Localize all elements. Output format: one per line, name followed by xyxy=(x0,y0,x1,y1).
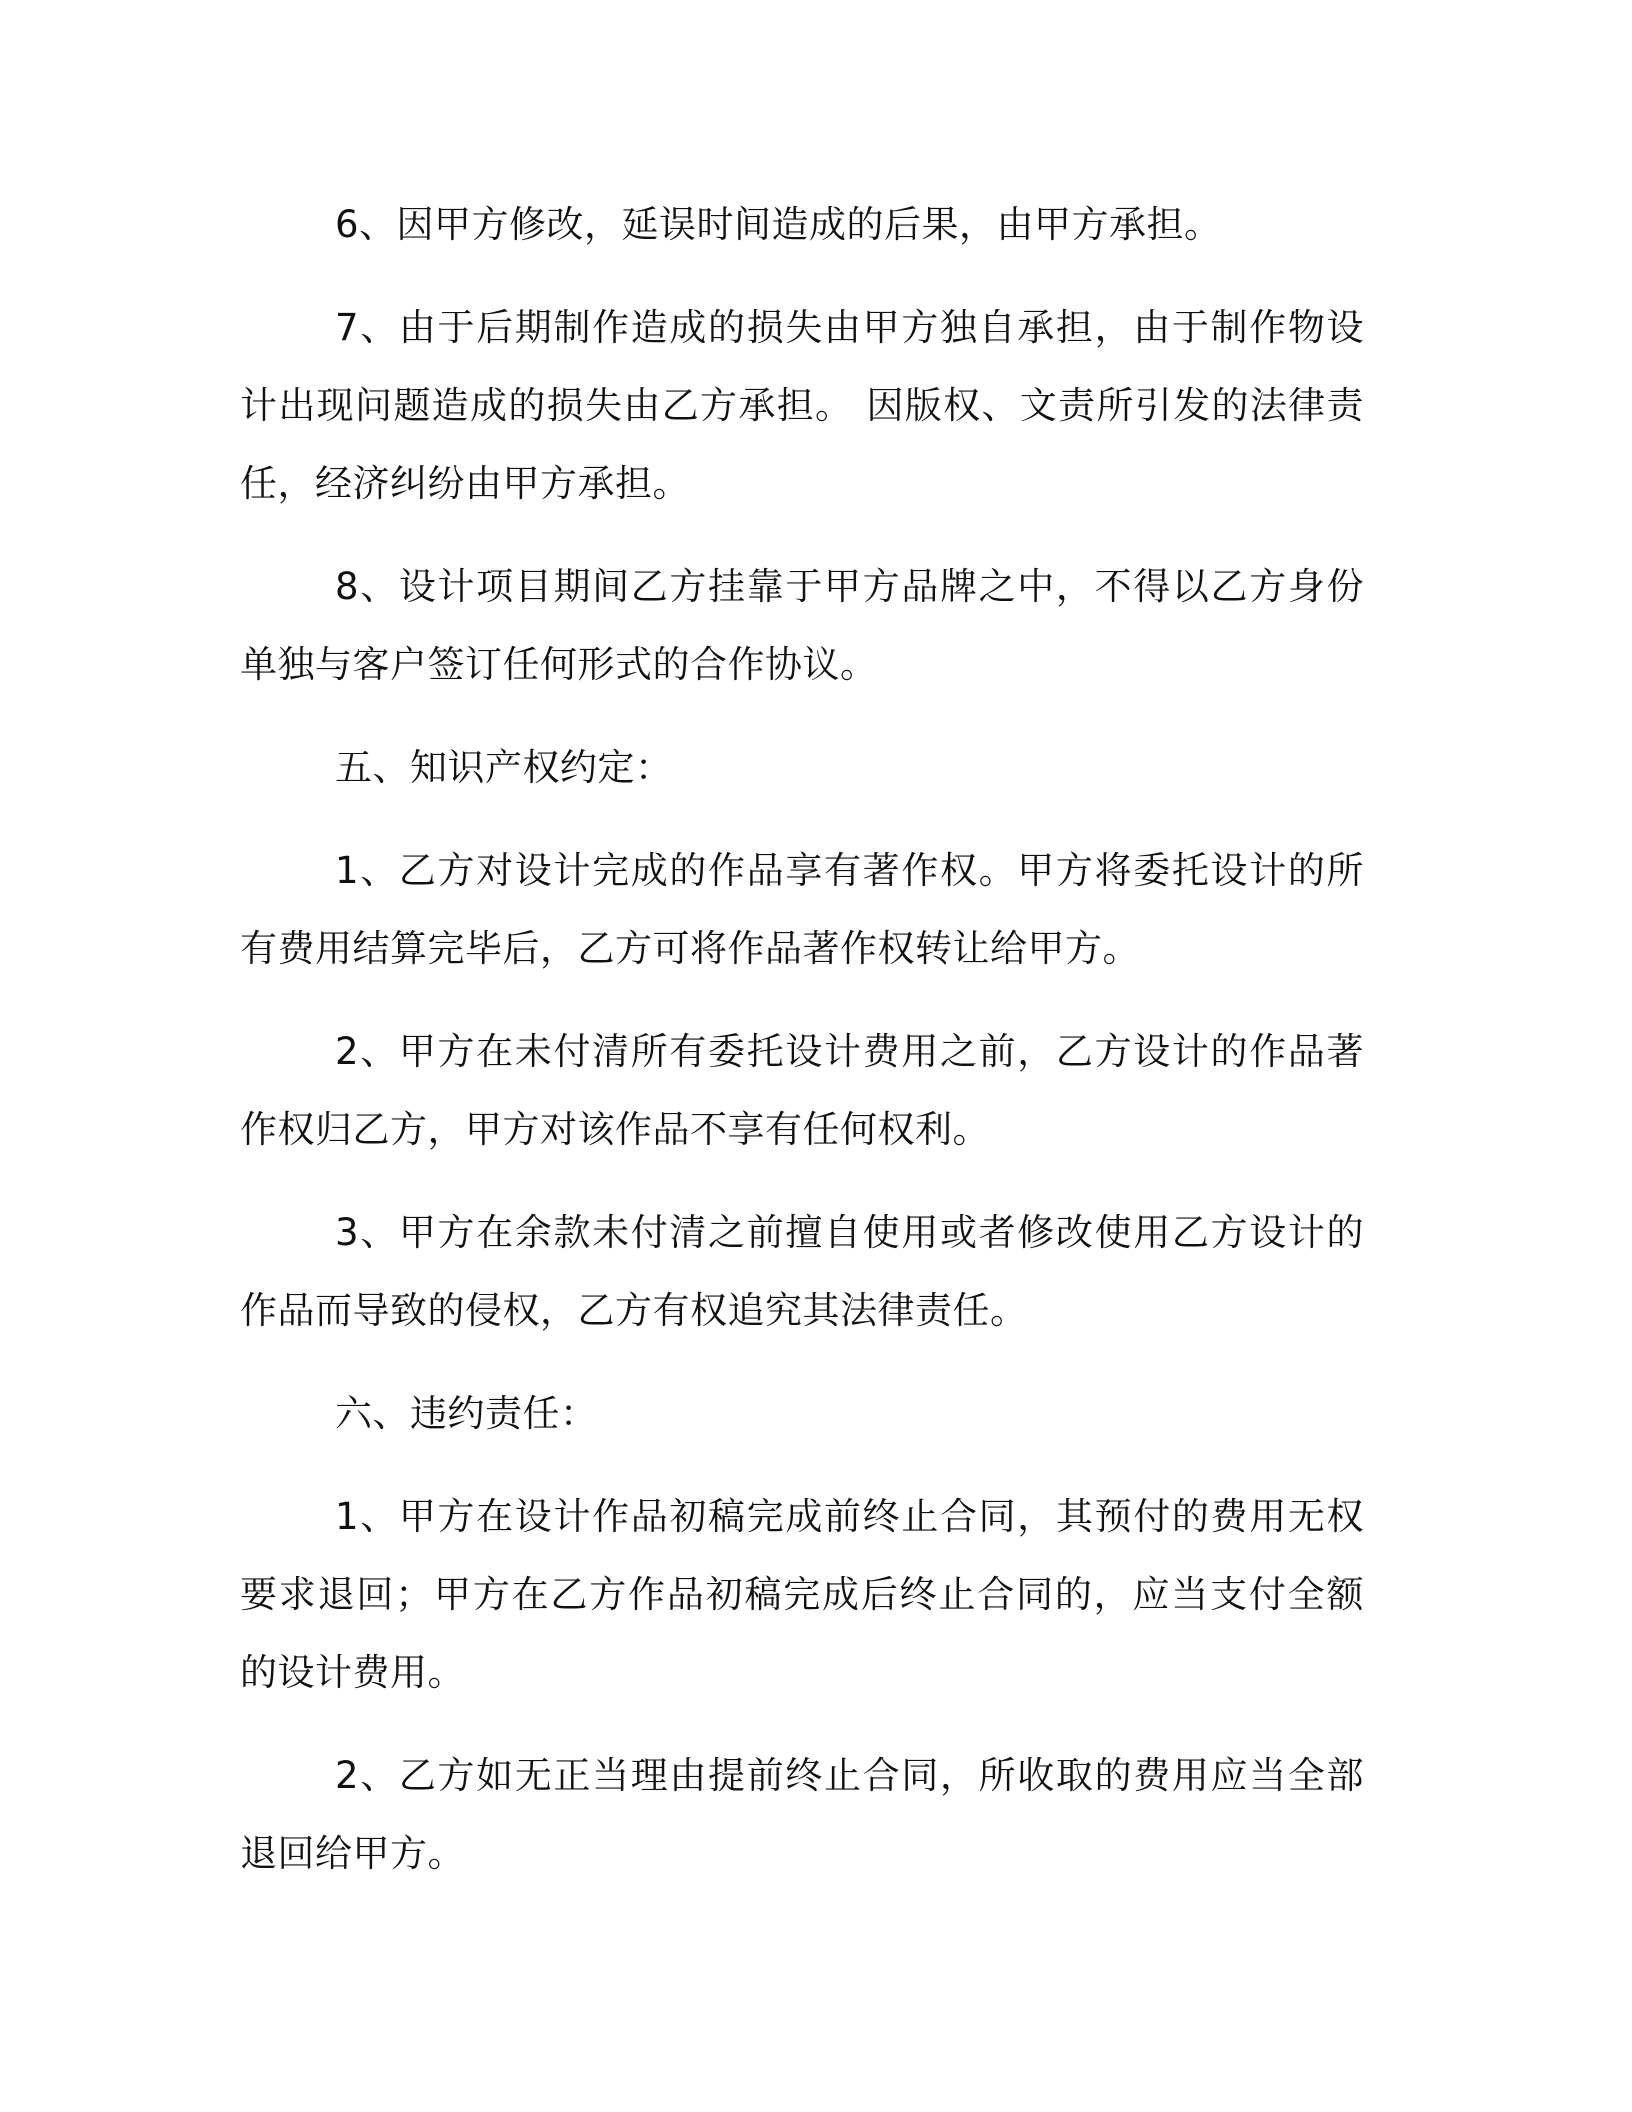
breach-clause-1-paragraph: 1、甲方在设计作品初稿完成前终止合同，其预付的费用无权要求退回；甲方在乙方作品初稿完成后终止合同的，应当支付全额的设计费用。 xyxy=(240,1495,1364,1694)
clause-8-paragraph: 8、设计项目期间乙方挂靠于甲方品牌之中，不得以乙方身份单独与客户签订任何形式的合作协议。 xyxy=(240,565,1364,686)
document-body xyxy=(240,186,1364,1918)
section-6-heading: 六、违约责任： xyxy=(335,1392,598,1435)
clause-6-paragraph: 6、因甲方修改，延误时间造成的后果，由甲方承担。 xyxy=(335,203,1222,246)
ip-clause-3-paragraph: 3、甲方在余款未付清之前擅自使用或者修改使用乙方设计的作品而导致的侵权，乙方有权追究其法律责任。 xyxy=(240,1211,1364,1332)
section-5-heading: 五、知识产权约定： xyxy=(335,746,673,789)
ip-clause-2-paragraph: 2、甲方在未付清所有委托设计费用之前，乙方设计的作品著作权归乙方，甲方对该作品不享有任何权利。 xyxy=(240,1030,1364,1151)
breach-clause-2-paragraph: 2、乙方如无正当理由提前终止合同，所收取的费用应当全部退回给甲方。 xyxy=(240,1754,1364,1875)
ip-clause-1-paragraph: 1、乙方对设计完成的作品享有著作权。甲方将委托设计的所有费用结算完毕后，乙方可将作品著作权转让给甲方。 xyxy=(240,849,1364,970)
clause-7-paragraph: 7、由于后期制作造成的损失由甲方独自承担，由于制作物设计出现问题造成的损失由乙方承担。 因版权、文责所引发的法律责任，经济纠纷由甲方承担。 xyxy=(240,306,1364,505)
